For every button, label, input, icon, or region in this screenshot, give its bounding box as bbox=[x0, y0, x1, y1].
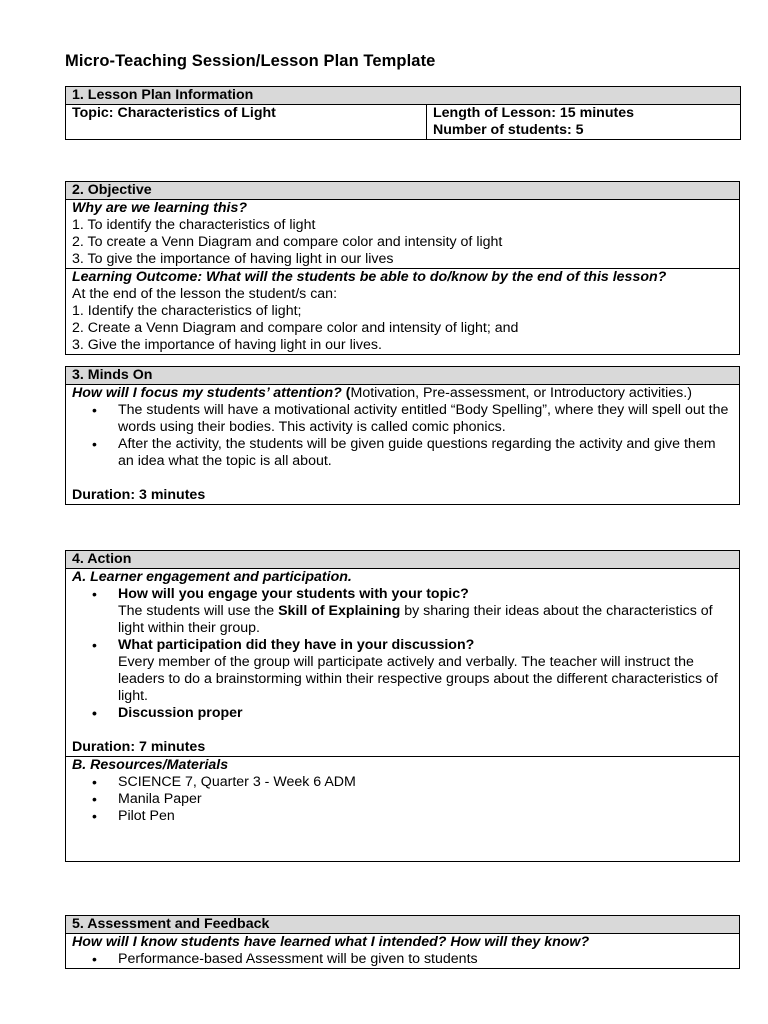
section-header: 1. Lesson Plan Information bbox=[66, 87, 741, 105]
focus-question-label: How will I focus my students’ attention? bbox=[72, 385, 342, 401]
list-item: 3. To give the importance of having light in our lives bbox=[72, 251, 394, 267]
section-header: 4. Action bbox=[66, 551, 740, 569]
focus-question-detail: Motivation, Pre-assessment, or Introductory activities.) bbox=[350, 385, 692, 401]
resources-title: B. Resources/Materials bbox=[72, 757, 229, 773]
learning-outcome-cell bbox=[66, 269, 740, 355]
materials-list bbox=[72, 774, 733, 825]
focus-question-paren: ( bbox=[341, 385, 351, 401]
section-header: 5. Assessment and Feedback bbox=[66, 916, 740, 934]
list-item: 2. To create a Venn Diagram and compare color and intensity of light bbox=[72, 234, 503, 250]
assessment-question: How will I know students have learned what I intended? How will they know? bbox=[72, 934, 590, 950]
resources-cell bbox=[66, 757, 740, 862]
section-header: 2. Objective bbox=[66, 182, 740, 200]
list-item: 1. Identify the characteristics of light; bbox=[72, 303, 302, 319]
section-header: 3. Minds On bbox=[66, 367, 740, 385]
minds-on-table bbox=[65, 366, 740, 505]
engagement-question: • How will you engage your students with your topic? bbox=[118, 586, 469, 602]
list-item: 3. Give the importance of having light in our lives. bbox=[72, 337, 382, 353]
list-item: 2. Create a Venn Diagram and compare color and intensity of light; and bbox=[72, 320, 519, 336]
list-item: • Pilot Pen bbox=[72, 808, 733, 825]
action-table bbox=[65, 550, 740, 862]
lesson-length: Length of Lesson: 15 minutes bbox=[433, 105, 635, 121]
objective-why-cell bbox=[66, 200, 740, 269]
duration: Duration: 7 minutes bbox=[72, 739, 206, 755]
assessment-list bbox=[72, 951, 733, 968]
objective-table bbox=[65, 181, 740, 355]
assessment-table bbox=[65, 915, 740, 969]
learner-engagement-cell bbox=[66, 569, 740, 757]
engagement-answer: The students will use the Skill of Explaining by sharing their ideas about the characteristics of light within their group. bbox=[118, 603, 713, 636]
list-item: • The students will have a motivational activity entitled “Body Spelling”, where they will spell out the words using their bodies. This activity is called comic phonics. bbox=[72, 402, 733, 436]
assessment-cell bbox=[66, 934, 740, 969]
minds-on-cell bbox=[66, 385, 740, 505]
list-item: • Discussion proper bbox=[72, 705, 733, 722]
why-question: Why are we learning this? bbox=[72, 200, 248, 216]
list-item: • SCIENCE 7, Quarter 3 - Week 6 ADM bbox=[72, 774, 733, 791]
list-item bbox=[72, 637, 733, 705]
participation-question: • What participation did they have in your discussion? bbox=[118, 637, 475, 653]
list-item: • Manila Paper bbox=[72, 791, 733, 808]
focus-question bbox=[72, 385, 733, 402]
learning-outcome-question: Learning Outcome: What will the students be able to do/know by the end of this lesson? bbox=[72, 269, 667, 285]
lesson-plan-information-table bbox=[65, 86, 741, 140]
list-item: • After the activity, the students will be given guide questions regarding the activity and give them an idea what the topic is all about. bbox=[72, 436, 733, 470]
participation-answer: Every member of the group will participate actively and verbally. The teacher will instruct the leaders to do a brainstorming within their respective groups about the different characteristics of light. bbox=[118, 654, 718, 704]
minds-on-list bbox=[72, 402, 733, 470]
page-title: Micro-Teaching Session/Lesson Plan Template bbox=[65, 52, 436, 70]
number-of-students: Number of students: 5 bbox=[433, 122, 584, 138]
list-item: • Performance-based Assessment will be given to students bbox=[72, 951, 733, 968]
list-item: 1. To identify the characteristics of light bbox=[72, 217, 316, 233]
duration: Duration: 3 minutes bbox=[72, 487, 206, 503]
lesson-length-cell bbox=[427, 105, 741, 140]
outcome-intro: At the end of the lesson the student/s can: bbox=[72, 286, 338, 302]
engagement-list bbox=[72, 586, 733, 722]
list-item bbox=[72, 586, 733, 637]
topic-cell: Topic: Characteristics of Light bbox=[66, 105, 427, 140]
learner-engagement-title: A. Learner engagement and participation. bbox=[72, 569, 352, 585]
